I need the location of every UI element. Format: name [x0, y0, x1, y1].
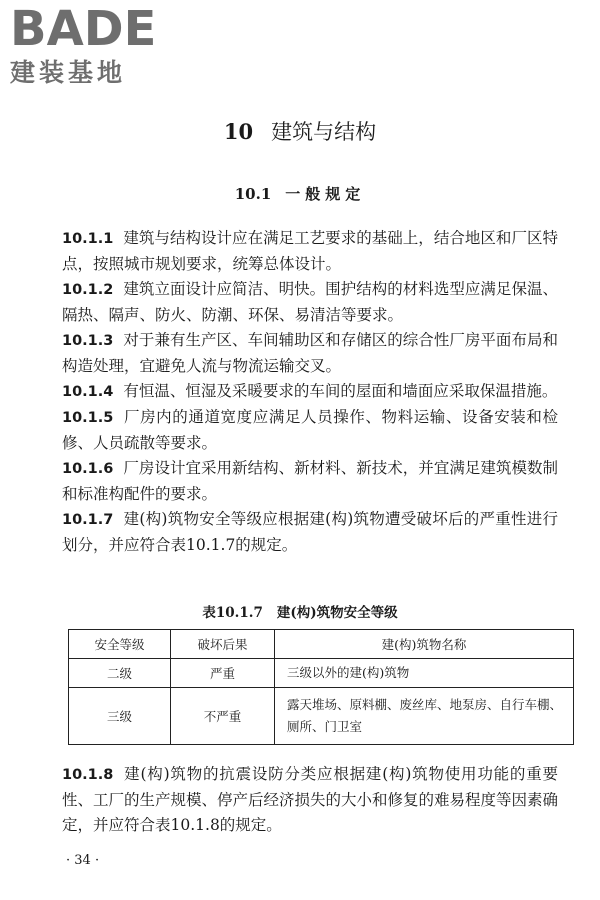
clause-text: 厂房内的通道宽度应满足人员操作、物料运输、设备安装和检修、人员疏散等要求。 [62, 408, 558, 452]
clause-10-1-3 [62, 328, 558, 379]
table-row [69, 659, 574, 688]
clause-list [62, 226, 558, 558]
clause-text: 建筑与结构设计应在满足工艺要求的基础上，结合地区和厂区特点，按照城市规划要求，统筹总体设计。 [62, 229, 558, 273]
table-cell: 三级 [69, 688, 171, 745]
table-header: 建(构)筑物名称 [275, 630, 574, 659]
safety-grade-table [68, 629, 574, 745]
page-number: · 34 · [66, 853, 100, 868]
table-header-row [69, 630, 574, 659]
table-row [69, 688, 574, 745]
clause-number: 10.1.7 [62, 512, 114, 528]
clause-10-1-7 [62, 507, 558, 558]
clause-number: 10.1.2 [62, 282, 114, 298]
clause-10-1-5 [62, 405, 558, 456]
table-cell: 不严重 [171, 688, 275, 745]
clause-number: 10.1.3 [62, 333, 114, 349]
chapter-title: 建筑与结构 [271, 120, 377, 144]
table-cell: 三级以外的建(构)筑物 [275, 659, 574, 688]
clause-10-1-8 [62, 762, 558, 838]
clause-number: 10.1.6 [62, 461, 114, 477]
logo-wordmark: BADE [10, 1, 157, 57]
clause-text: 建(构)筑物的抗震设防分类应根据建(构)筑物使用功能的重要性、工厂的生产规模、停产后经济损失的大小和修复的难易程度等因素确定，并应符合表10.1.8的规定。 [62, 765, 559, 834]
clause-10-1-2 [62, 277, 558, 328]
logo-subtitle: 建装基地 [10, 58, 127, 87]
clause-10-1-6 [62, 456, 558, 507]
section-heading [0, 183, 600, 205]
table-header: 破坏后果 [171, 630, 275, 659]
chapter-number: 10 [223, 119, 254, 144]
table-cell: 二级 [69, 659, 171, 688]
section-number: 10.1 [234, 185, 272, 203]
section-title: 一般规定 [285, 185, 366, 203]
table-cell: 露天堆场、原料棚、废丝库、地泵房、自行车棚、厕所、门卫室 [275, 688, 574, 745]
clause-text: 建筑立面设计应简洁、明快。围护结构的材料选型应满足保温、隔热、隔声、防火、防潮、环保、易清洁等要求。 [62, 280, 558, 324]
chapter-heading [0, 118, 600, 146]
table-cell: 严重 [171, 659, 275, 688]
clause-number: 10.1.5 [62, 410, 114, 426]
table-caption-number: 表10.1.7 [202, 605, 263, 621]
table-caption-title: 建(构)筑物安全等级 [276, 605, 398, 621]
clause-paragraph [62, 762, 558, 838]
clause-number: 10.1.1 [62, 231, 114, 247]
clause-number: 10.1.4 [62, 384, 114, 400]
clause-text: 建(构)筑物安全等级应根据建(构)筑物遭受破坏后的严重性进行划分，并应符合表10.1.7的规定。 [62, 510, 558, 554]
clause-text: 对于兼有生产区、车间辅助区和存储区的综合性厂房平面布局和构造处理，宜避免人流与物流运输交叉。 [62, 331, 558, 375]
clause-text: 有恒温、恒湿及采暖要求的车间的屋面和墙面应采取保温措施。 [123, 382, 558, 400]
brand-logo [10, 1, 180, 90]
clause-number: 10.1.8 [62, 767, 114, 783]
clause-text: 厂房设计宜采用新结构、新材料、新技术，并宜满足建筑模数制和标准构配件的要求。 [62, 459, 558, 503]
clause-10-1-1 [62, 226, 558, 277]
table-header: 安全等级 [69, 630, 171, 659]
clause-10-1-4 [62, 379, 558, 405]
table-caption [0, 603, 600, 623]
